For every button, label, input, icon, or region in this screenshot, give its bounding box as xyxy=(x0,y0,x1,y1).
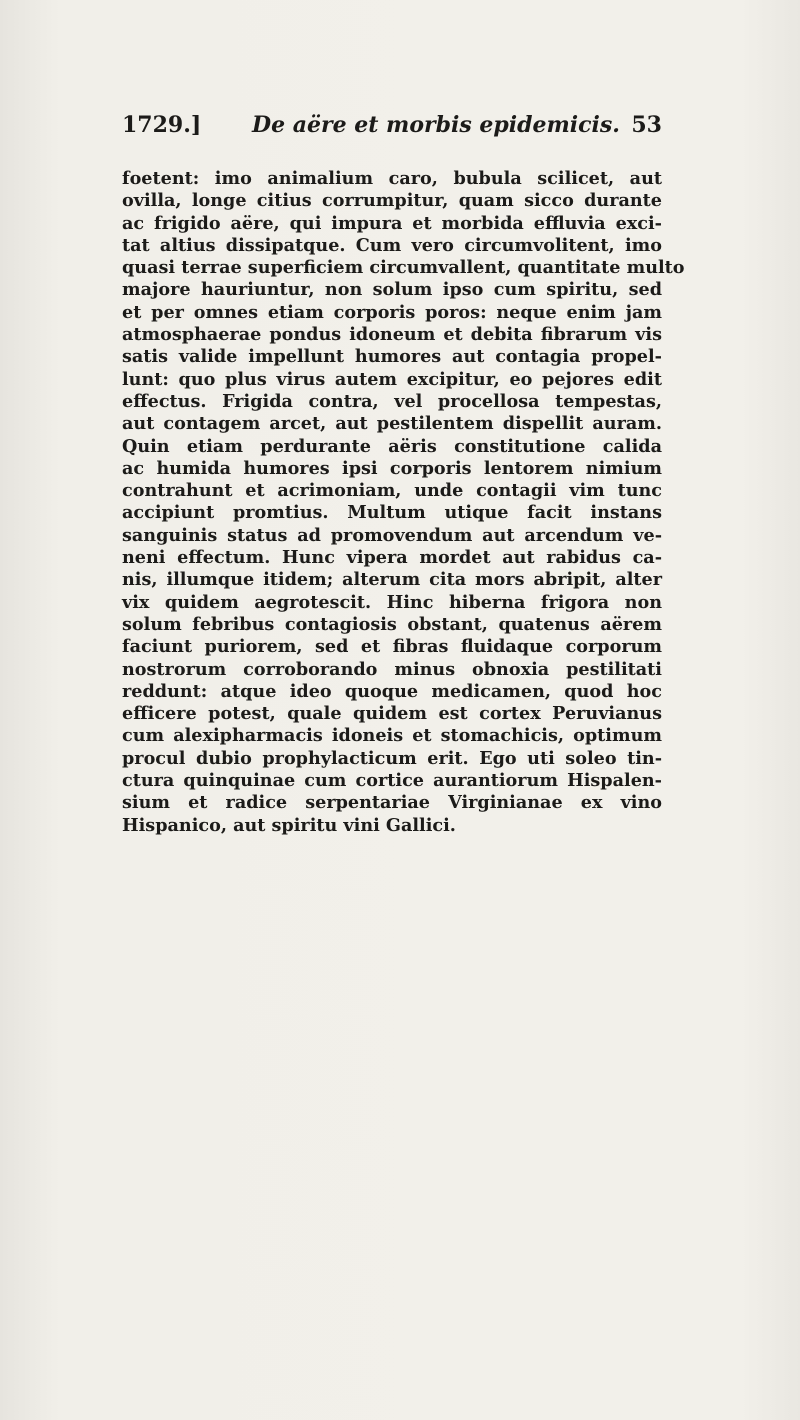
text-line: accipiunt promtius. Multum utique facit instans xyxy=(122,502,662,524)
text-line: Quin etiam perdurante aëris constitutione calida xyxy=(122,435,662,457)
text-line: faciunt puriorem, sed et fibras fluidaque corporum xyxy=(122,636,662,658)
header-year: 1729.] xyxy=(122,112,202,138)
text-line: tat altius dissipatque. Cum vero circumvolitent, imo xyxy=(122,234,662,256)
text-line: ctura quinquinae cum cortice aurantiorum Hispalen- xyxy=(122,770,662,792)
text-line: satis valide impellunt humores aut contagia propel- xyxy=(122,346,662,368)
text-line: foetent: imo animalium caro, bubula scilicet, aut xyxy=(122,168,662,189)
text-line: sanguinis status ad promovendum aut arcendum ve- xyxy=(122,524,662,546)
text-line: majore hauriuntur, non solum ipso cum spiritu, sed xyxy=(122,279,662,301)
text-line: procul dubio prophylacticum erit. Ego uti soleo tin- xyxy=(122,747,662,769)
text-line: ac humida humores ipsi corporis lentorem nimium xyxy=(122,457,662,479)
running-header xyxy=(122,112,662,148)
text-line: atmosphaerae pondus idoneum et debita fibrarum vis xyxy=(122,324,662,346)
text-line: cum alexipharmacis idoneis et stomachicis, optimum xyxy=(122,725,662,747)
text-line: aut contagem arcet, aut pestilentem dispellit auram. xyxy=(122,413,662,435)
body-paragraph xyxy=(122,168,685,837)
text-line: contrahunt et acrimoniam, unde contagii vim tunc xyxy=(122,480,662,502)
page-number: 53 xyxy=(631,112,662,138)
text-line: solum febribus contagiosis obstant, quatenus aërem xyxy=(122,613,662,635)
text-line: quasi terrae superficiem circumvallent, quantitate multo xyxy=(122,257,685,279)
text-line: ovilla, longe citius corrumpitur, quam sicco durante xyxy=(122,190,662,212)
text-line: effectus. Frigida contra, vel procellosa tempestas, xyxy=(122,390,662,412)
text-line: et per omnes etiam corporis poros: neque enim jam xyxy=(122,301,662,323)
text-line: efficere potest, quale quidem est cortex Peruvianus xyxy=(122,703,662,725)
text-line: ac frigido aëre, qui impura et morbida effluvia exci- xyxy=(122,212,662,234)
text-line: neni effectum. Hunc vipera mordet aut rabidus ca- xyxy=(122,547,662,569)
text-line: reddunt: atque ideo quoque medicamen, quod hoc xyxy=(122,680,662,702)
header-title: De aëre et morbis epidemicis. xyxy=(252,112,620,138)
text-line: vix quidem aegrotescit. Hinc hiberna frigora non xyxy=(122,591,662,613)
text-line: nostrorum corroborando minus obnoxia pestilitati xyxy=(122,658,662,680)
text-line: Hispanico, aut spiritu vini Gallici. xyxy=(122,814,456,836)
text-line: sium et radice serpentariae Virginianae ex vino xyxy=(122,792,662,814)
text-line: nis, illumque itidem; alterum cita mors abripit, alter xyxy=(122,569,662,591)
text-line: lunt: quo plus virus autem excipitur, eo pejores edit xyxy=(122,368,662,390)
